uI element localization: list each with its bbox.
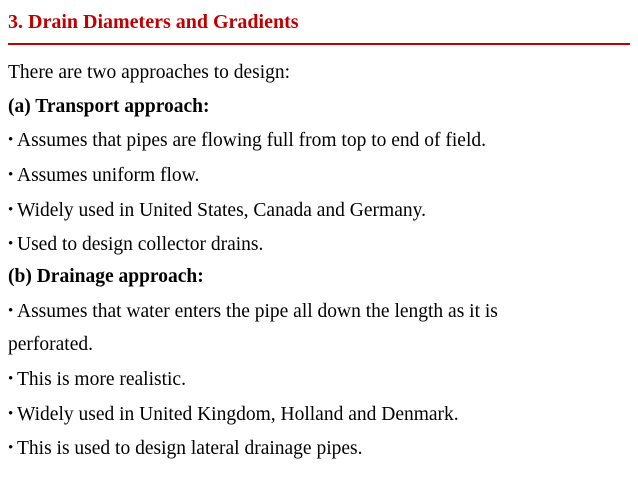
bullet-icon: • [8,202,14,218]
bullet-item [8,128,486,153]
bullet-icon: • [8,406,14,422]
bullet-item [8,367,186,392]
bullet-icon: • [8,167,14,183]
bullet-item [8,436,363,461]
bullet-icon: • [8,371,14,387]
slide-title: 3. Drain Diameters and Gradients [8,11,299,33]
bullet-item [8,163,199,188]
bullet-item [8,232,263,257]
bullet-text: Assumes that water enters the pipe all down the length as it is [17,301,498,322]
section-b-heading: (b) Drainage approach: [8,266,204,287]
bullet-icon: • [8,236,14,252]
bullet-item [8,402,459,427]
bullet-text: Widely used in United States, Canada and Germany. [17,200,426,221]
bullet-icon: • [8,303,14,319]
bullet-text: Assumes that pipes are flowing full from top to end of field. [17,130,486,151]
intro-text: There are two approaches to design: [8,62,291,83]
bullet-text: Used to design collector drains. [17,234,264,255]
bullet-text: Widely used in United Kingdom, Holland and Denmark. [17,404,459,425]
bullet-icon: • [8,440,14,456]
section-a-heading: (a) Transport approach: [8,96,210,117]
bullet-item [8,198,426,223]
bullet-text: This is used to design lateral drainage pipes. [17,438,363,459]
bullet-item [8,299,498,324]
title-underline [8,43,630,45]
bullet-text: This is more realistic. [17,369,186,390]
bullet-text: Assumes uniform flow. [17,165,200,186]
bullet-icon: • [8,132,14,148]
bullet-continuation: perforated. [8,334,93,355]
